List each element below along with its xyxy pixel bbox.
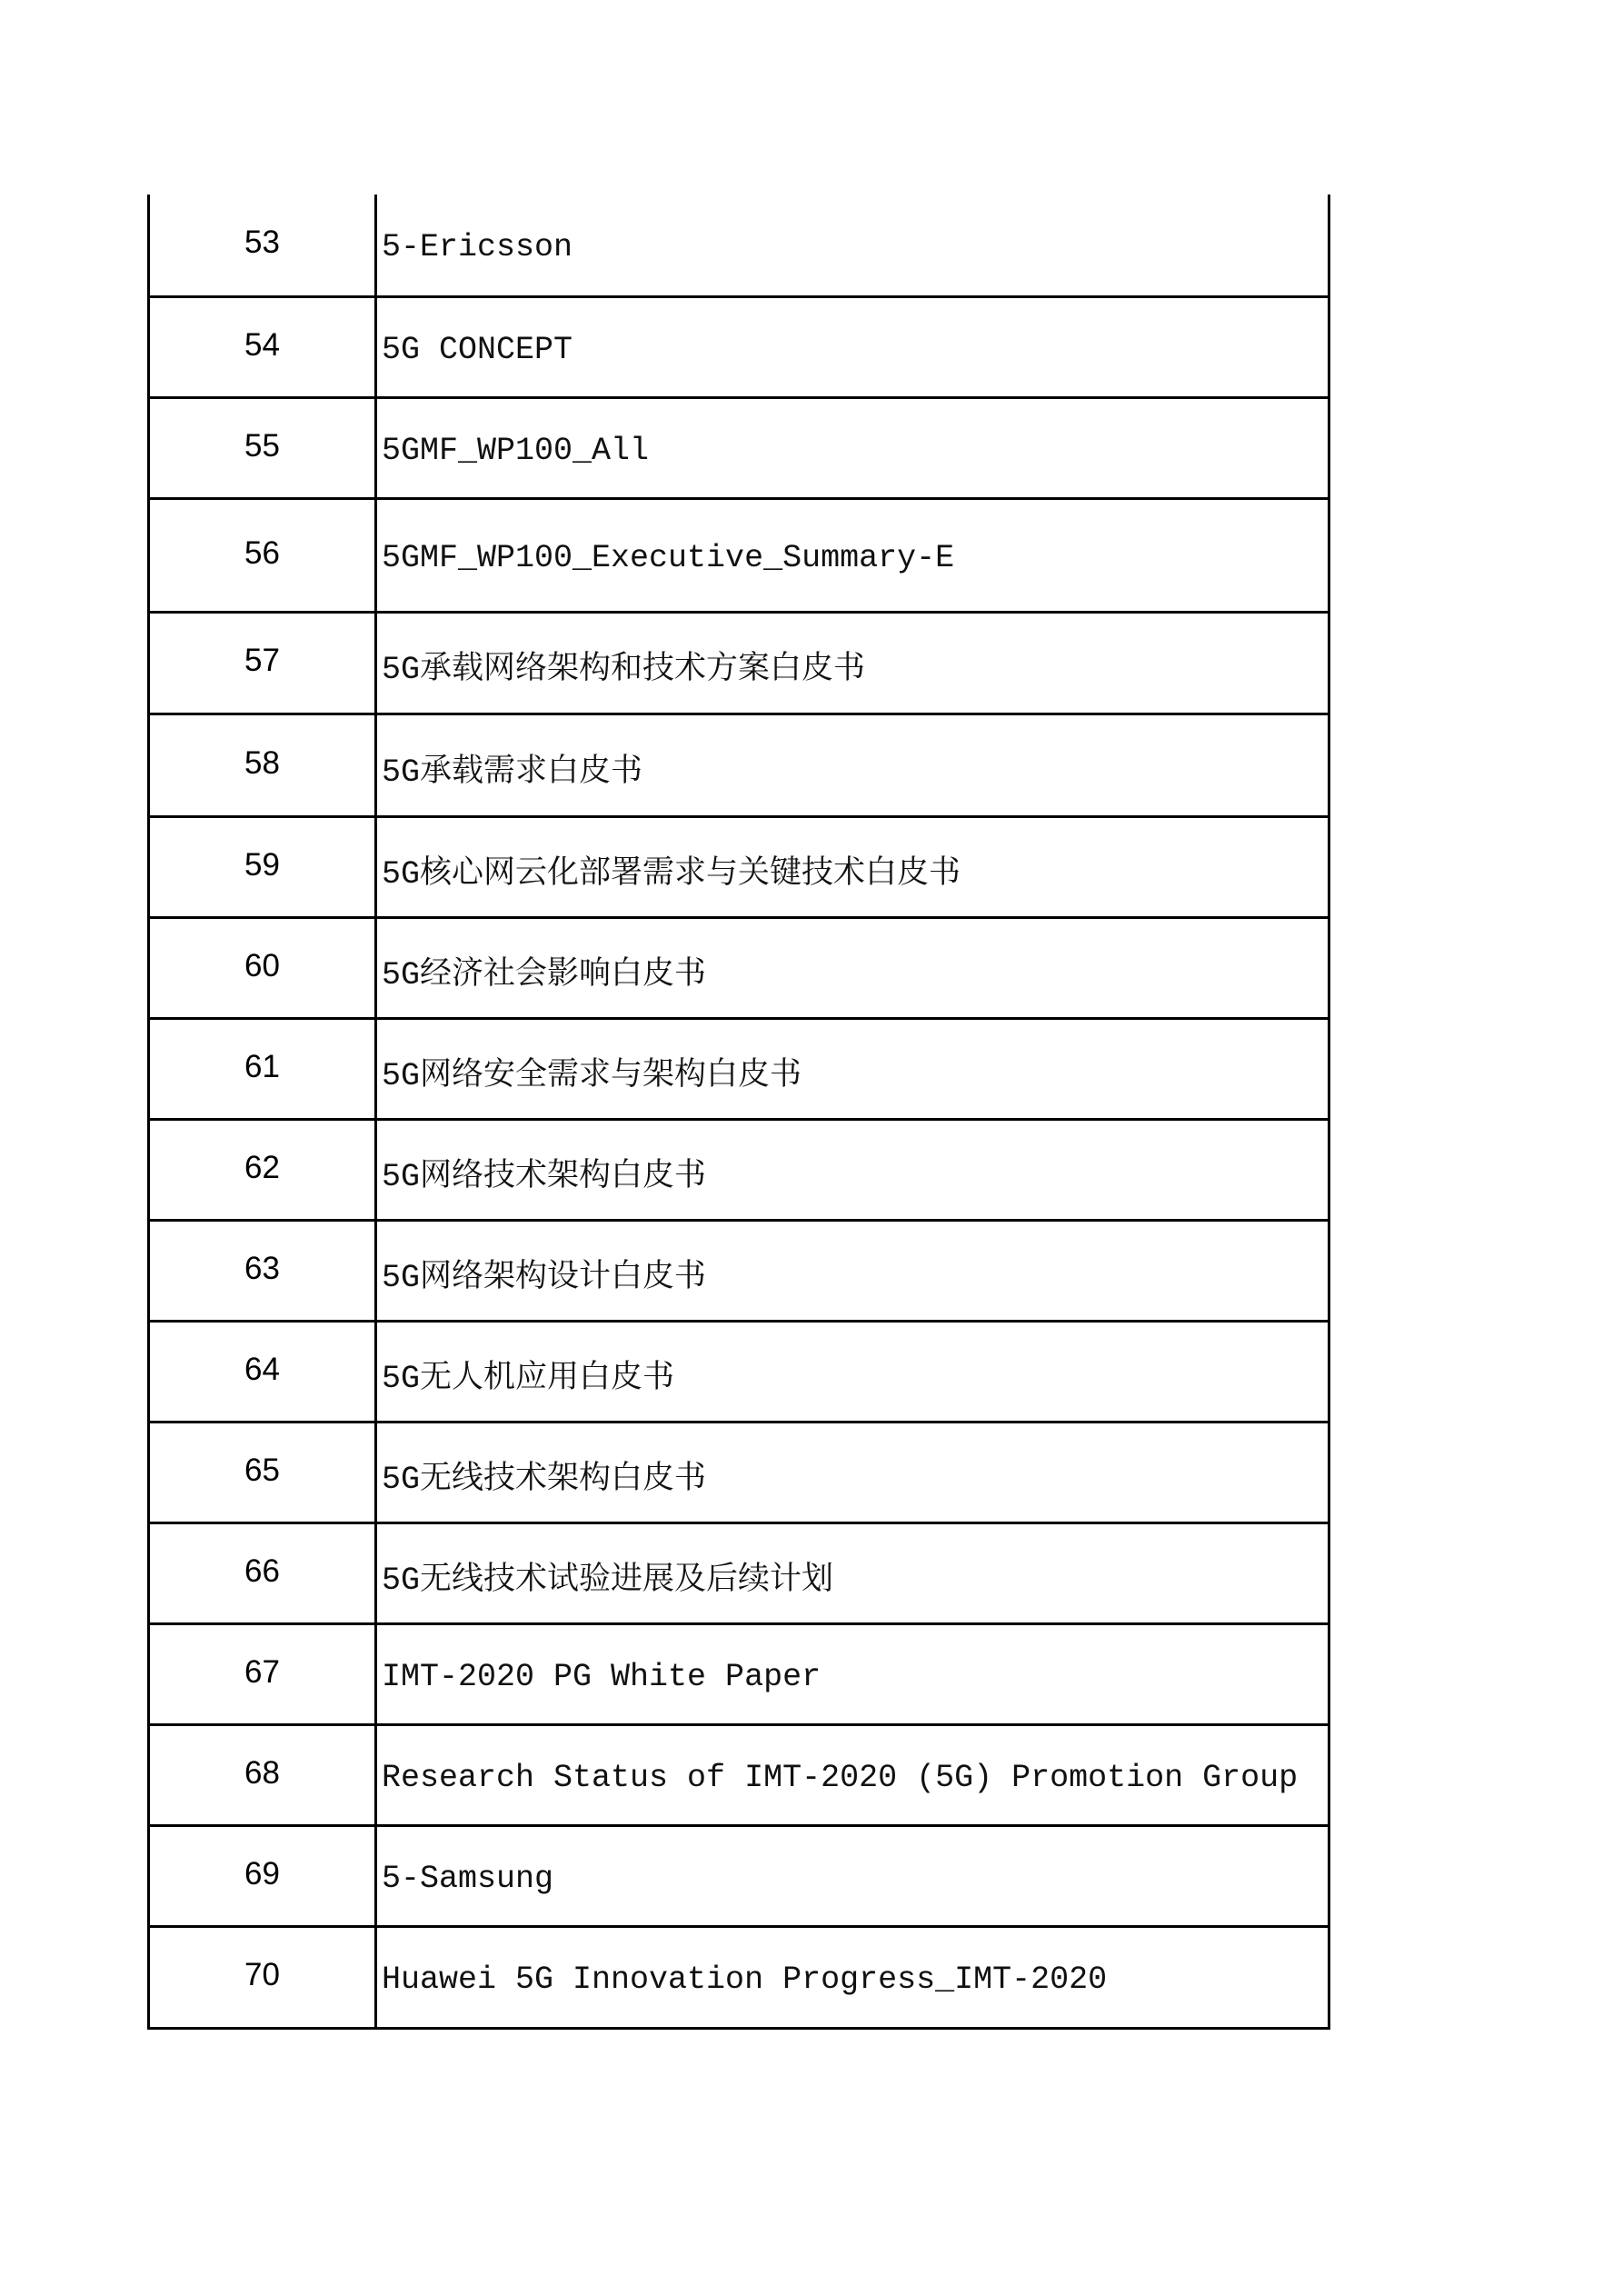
row-title: Research Status of IMT-2020 (5G) Promotion Group (382, 1759, 1299, 1796)
row-number: 61 (149, 1018, 376, 1119)
row-number: 63 (149, 1220, 376, 1321)
row-title: 5GMF_WP100_All (382, 432, 650, 469)
row-title: 5G承载需求白皮书 (382, 754, 643, 791)
table-row (149, 1422, 1329, 1522)
table-row (149, 498, 1329, 612)
row-title: 5G CONCEPT (382, 331, 573, 368)
row-title: IMT-2020 PG White Paper (382, 1658, 821, 1695)
row-title-cell (376, 816, 1329, 917)
row-title-cell (376, 1522, 1329, 1623)
row-number: 55 (149, 397, 376, 498)
row-title: 5G承载网络架构和技术方案白皮书 (382, 652, 866, 688)
table-row (149, 1018, 1329, 1119)
table-row (149, 1724, 1329, 1825)
row-title: 5G核心网云化部署需求与关键技术白皮书 (382, 855, 961, 893)
row-number: 67 (149, 1623, 376, 1724)
row-title: 5G网络技术架构白皮书 (382, 1158, 707, 1195)
row-title: 5G无线技术架构白皮书 (382, 1461, 707, 1498)
table-row (149, 296, 1329, 397)
table-row (149, 195, 1329, 296)
row-title-cell (376, 1422, 1329, 1522)
table-row (149, 714, 1329, 816)
table-row (149, 917, 1329, 1018)
table-row (149, 1522, 1329, 1623)
row-title: 5G经济社会影响白皮书 (382, 956, 707, 993)
row-number: 66 (149, 1522, 376, 1623)
row-title: Huawei 5G Innovation Progress_IMT-2020 (382, 1962, 1108, 1998)
row-number: 58 (149, 714, 376, 816)
row-title-cell (376, 612, 1329, 714)
row-number: 70 (149, 1926, 376, 2028)
row-number: 54 (149, 296, 376, 397)
table-row (149, 1623, 1329, 1724)
row-title-cell (376, 1321, 1329, 1422)
row-title: 5G网络安全需求与架构白皮书 (382, 1057, 802, 1094)
row-number: 53 (149, 195, 376, 296)
row-title-cell (376, 1623, 1329, 1724)
table-row (149, 397, 1329, 498)
row-title-cell (376, 1926, 1329, 2028)
row-title: 5-Samsung (382, 1860, 554, 1897)
table-body (149, 195, 1329, 2028)
row-number: 65 (149, 1422, 376, 1522)
row-title: 5G网络架构设计白皮书 (382, 1259, 707, 1296)
row-title-cell (376, 714, 1329, 816)
row-number: 68 (149, 1724, 376, 1825)
row-title-cell (376, 498, 1329, 612)
table-row (149, 1321, 1329, 1422)
row-number: 69 (149, 1825, 376, 1926)
table-row (149, 1220, 1329, 1321)
row-title-cell (376, 1018, 1329, 1119)
document-list-table (147, 195, 1330, 2030)
row-title-cell (376, 397, 1329, 498)
row-title-cell (376, 1119, 1329, 1220)
row-title-cell (376, 917, 1329, 1018)
row-title-cell (376, 296, 1329, 397)
row-title-cell (376, 1220, 1329, 1321)
row-number: 57 (149, 612, 376, 714)
row-number: 59 (149, 816, 376, 917)
row-title-cell (376, 195, 1329, 296)
row-number: 56 (149, 498, 376, 612)
table-row (149, 816, 1329, 917)
row-number: 64 (149, 1321, 376, 1422)
table-row (149, 1926, 1329, 2028)
table-row (149, 1825, 1329, 1926)
row-title-cell (376, 1825, 1329, 1926)
row-title: 5G无人机应用白皮书 (382, 1360, 675, 1397)
row-title: 5GMF_WP100_Executive_Summary-E (382, 539, 955, 576)
row-number: 62 (149, 1119, 376, 1220)
row-number: 60 (149, 917, 376, 1018)
table-row (149, 1119, 1329, 1220)
row-title: 5G无线技术试验进展及后续计划 (382, 1562, 834, 1599)
table-row (149, 612, 1329, 714)
row-title: 5-Ericsson (382, 229, 573, 266)
row-title-cell (376, 1724, 1329, 1825)
